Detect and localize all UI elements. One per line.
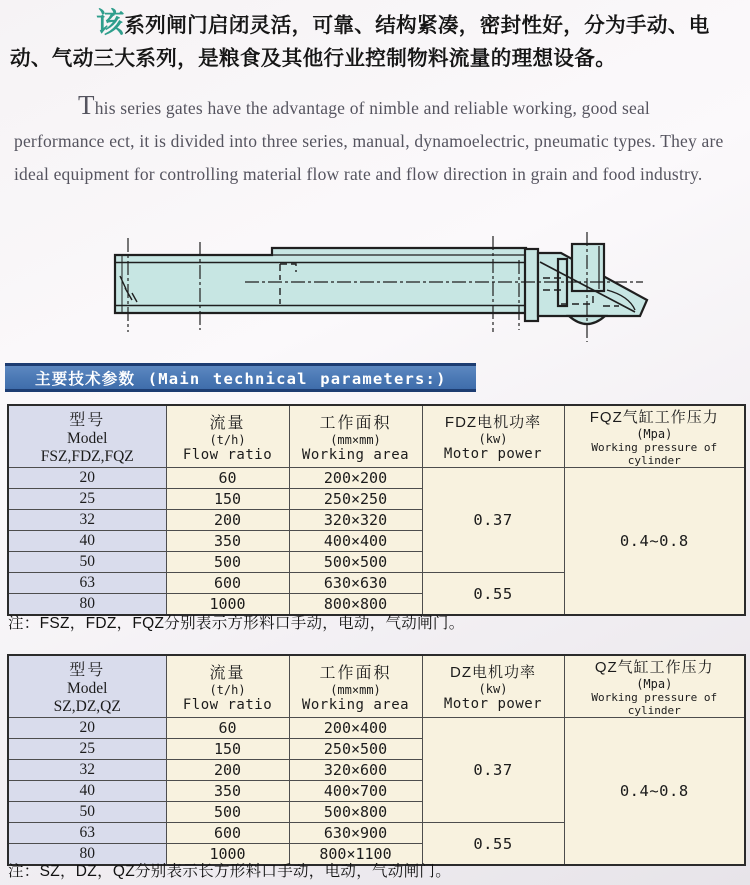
header-pressure-unit: (Mpa) (636, 677, 673, 691)
cell-flow: 200 (166, 510, 289, 531)
cell-area: 800×1100 (289, 844, 422, 866)
header-model-en: Model (67, 680, 108, 697)
header-area-en: Working area (301, 697, 410, 713)
header-motor-power (422, 405, 564, 468)
header-flow-en: Flow ratio (182, 697, 273, 713)
header-power-cn: FDZ电机功率 (444, 414, 542, 431)
slide-gate-drawing-svg (95, 226, 655, 348)
cell-flow: 600 (166, 823, 289, 844)
cell-model: 63 (8, 823, 166, 844)
header-pressure-unit: (Mpa) (636, 427, 673, 441)
header-power-cn: DZ电机功率 (450, 664, 536, 681)
spec-table-square-gates (7, 404, 746, 616)
cell-area: 320×600 (289, 760, 422, 781)
cell-area: 200×400 (289, 718, 422, 739)
header-pressure-cn: FQZ气缸工作压力 (589, 409, 719, 426)
cell-area: 630×900 (289, 823, 422, 844)
cell-area: 320×320 (289, 510, 422, 531)
header-area-cn: 工作面积 (319, 665, 392, 682)
cell-flow: 1000 (166, 594, 289, 616)
cell-flow: 500 (166, 552, 289, 573)
cell-flow: 150 (166, 739, 289, 760)
header-power-en: Motor power (443, 446, 543, 462)
header-area-en: Working area (301, 447, 410, 463)
cell-area: 250×250 (289, 489, 422, 510)
header-flow-en: Flow ratio (182, 447, 273, 463)
cell-motor-power-low: 0.37 (422, 718, 564, 823)
cell-model: 80 (8, 844, 166, 866)
header-flow-cn: 流量 (209, 665, 246, 682)
header-model-codes: SZ,DZ,QZ (53, 698, 121, 715)
cell-flow: 600 (166, 573, 289, 594)
cell-model: 25 (8, 739, 166, 760)
header-model (8, 405, 166, 468)
header-area (289, 655, 422, 718)
header-flow-unit: (t/h) (209, 683, 246, 697)
cell-area: 800×800 (289, 594, 422, 616)
header-model-codes: FSZ,FDZ,FQZ (40, 448, 134, 465)
header-area-unit: (mm×mm) (330, 433, 381, 447)
cell-flow: 1000 (166, 844, 289, 866)
header-area-unit: (mm×mm) (330, 683, 381, 697)
cell-model: 40 (8, 781, 166, 802)
intro-cn-lead-char: 该 (96, 8, 125, 39)
intro-paragraph-en (14, 92, 742, 191)
cell-model: 50 (8, 552, 166, 573)
cell-area: 250×500 (289, 739, 422, 760)
header-flow (166, 405, 289, 468)
cell-motor-power-high: 0.55 (422, 573, 564, 616)
cell-model: 32 (8, 510, 166, 531)
header-pressure-en: Working pressure of cylinder (591, 441, 718, 467)
header-flow-cn: 流量 (209, 415, 246, 432)
cell-flow: 150 (166, 489, 289, 510)
gate-technical-drawing (95, 226, 655, 348)
header-pressure (564, 405, 745, 468)
cell-working-pressure: 0.4~0.8 (564, 468, 745, 616)
header-pressure-en: Working pressure of cylinder (591, 691, 718, 717)
cell-flow: 60 (166, 468, 289, 489)
intro-en-text: his series gates have the advantage of nimble and reliable working, good seal performance ect, it is divided into three series, manual, dynamoelectric, pneumatic types. They are ideal equipment for controlling material flow rate and flow direction in grain and food industry. (14, 98, 724, 184)
cell-model: 32 (8, 760, 166, 781)
header-pressure (564, 655, 745, 718)
header-flow (166, 655, 289, 718)
spec-table-rectangular-gates (7, 654, 746, 866)
header-motor-power (422, 655, 564, 718)
table2-note: 注：SZ，DZ，QZ分别表示长方形料口手动，电动，气动闸门。 (8, 863, 451, 880)
header-power-unit: (kw) (478, 682, 508, 696)
cell-area: 500×500 (289, 552, 422, 573)
cell-model: 25 (8, 489, 166, 510)
table-header-row (8, 655, 745, 718)
intro-en-lead-char: T (78, 90, 95, 120)
cell-model: 40 (8, 531, 166, 552)
header-model-cn: 型号 (69, 662, 106, 679)
cell-flow: 350 (166, 531, 289, 552)
header-power-unit: (kw) (478, 432, 508, 446)
header-flow-unit: (t/h) (209, 433, 246, 447)
cell-area: 400×400 (289, 531, 422, 552)
header-area (289, 405, 422, 468)
cell-area: 630×630 (289, 573, 422, 594)
header-model (8, 655, 166, 718)
cell-model: 80 (8, 594, 166, 616)
cell-working-pressure: 0.4~0.8 (564, 718, 745, 866)
cell-flow: 500 (166, 802, 289, 823)
section-title: 主要技术参数 (Main technical parameters:) (35, 369, 447, 388)
cell-area: 500×800 (289, 802, 422, 823)
header-pressure-cn: QZ气缸工作压力 (594, 659, 714, 676)
cell-model: 63 (8, 573, 166, 594)
header-power-en: Motor power (443, 696, 543, 712)
cell-flow: 200 (166, 760, 289, 781)
header-model-cn: 型号 (69, 412, 106, 429)
table1-note: 注：FSZ，FDZ，FQZ分别表示方形料口手动，电动，气动闸门。 (8, 615, 465, 632)
cell-flow: 350 (166, 781, 289, 802)
cell-model: 20 (8, 718, 166, 739)
cell-model: 20 (8, 468, 166, 489)
table-row (8, 718, 745, 739)
header-area-cn: 工作面积 (319, 415, 392, 432)
cell-area: 200×200 (289, 468, 422, 489)
header-model-en: Model (67, 430, 108, 447)
intro-cn-text: 系列闸门启闭灵活，可靠、结构紧凑，密封性好，分为手动、电动、气动三大系列，是粮食及其他行业控制物料流量的理想设备。 (10, 15, 710, 71)
cell-area: 400×700 (289, 781, 422, 802)
cell-motor-power-high: 0.55 (422, 823, 564, 866)
cell-flow: 60 (166, 718, 289, 739)
table-header-row (8, 405, 745, 468)
cell-motor-power-low: 0.37 (422, 468, 564, 573)
intro-paragraph-cn (10, 10, 744, 76)
section-title-bar (5, 363, 476, 392)
cell-model: 50 (8, 802, 166, 823)
table-row (8, 468, 745, 489)
